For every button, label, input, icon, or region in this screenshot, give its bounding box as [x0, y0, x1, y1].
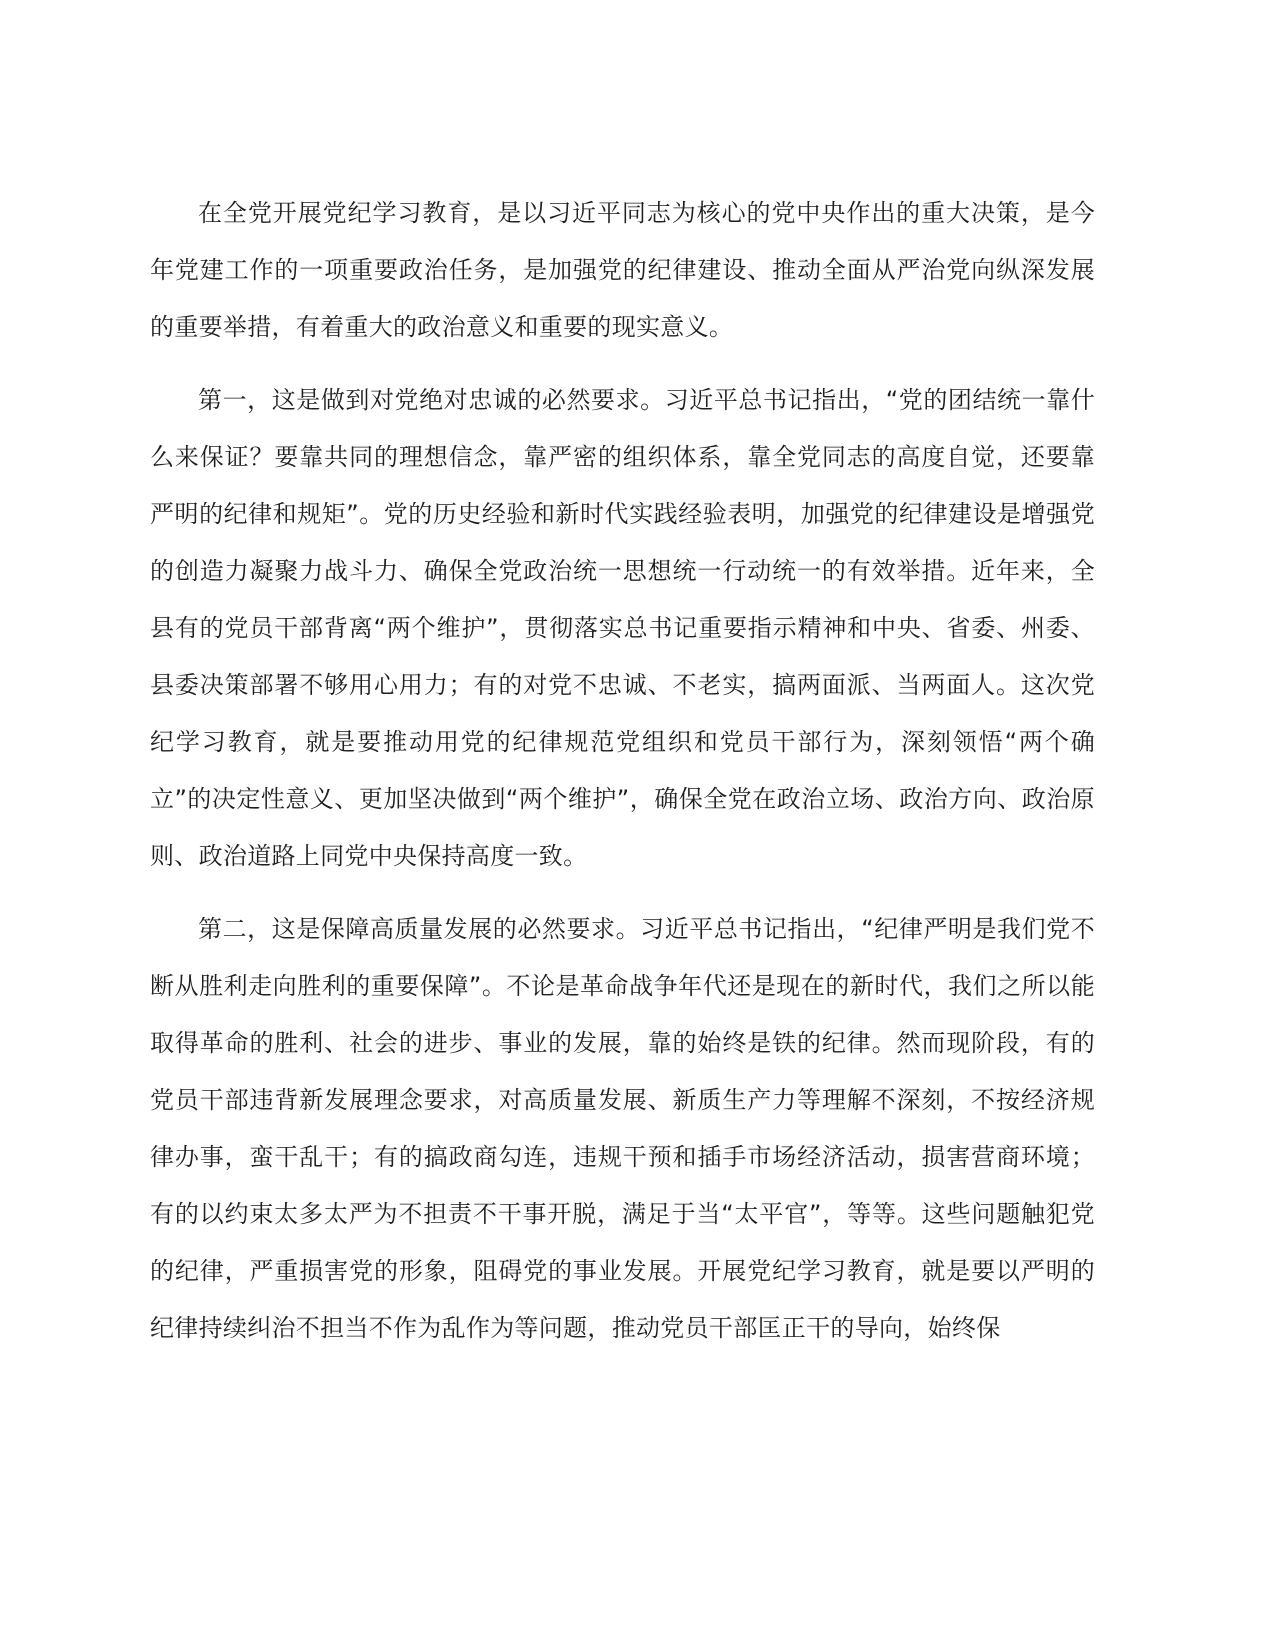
document-body	[150, 185, 1095, 1357]
paragraph-second-point: 第二，这是保障高质量发展的必然要求。习近平总书记指出，“纪律严明是我们党不断从胜利走向胜利的重要保障”。不论是革命战争年代还是现在的新时代，我们之所以能取得革命的胜利、社会的进步、事业的发展，靠的始终是铁的纪律。然而现阶段，有的党员干部违背新发展理念要求，对高质量发展、新质生产力等理解不深刻，不按经济规律办事，蛮干乱干；有的搞政商勾连，违规干预和插手市场经济活动，损害营商环境；有的以约束太多太严为不担责不干事开脱，满足于当“太平官”，等等。这些问题触犯党的纪律，严重损害党的形象，阻碍党的事业发展。开展党纪学习教育，就是要以严明的纪律持续纠治不担当不作为乱作为等问题，推动党员干部匡正干的导向，始终保	[150, 915, 1095, 1342]
paragraph-first-point: 第一，这是做到对党绝对忠诚的必然要求。习近平总书记指出，“党的团结统一靠什么来保证？要靠共同的理想信念，靠严密的组织体系，靠全党同志的高度自觉，还要靠严明的纪律和规矩”。党的历史经验和新时代实践经验表明，加强党的纪律建设是增强党的创造力凝聚力战斗力、确保全党政治统一思想统一行动统一的有效举措。近年来，全县有的党员干部背离“两个维护”，贯彻落实总书记重要指示精神和中央、省委、州委、县委决策部署不够用心用力；有的对党不忠诚、不老实，搞两面派、当两面人。这次党纪学习教育，就是要推动用党的纪律规范党组织和党员干部行为，深刻领悟“两个确立”的决定性意义、更加坚决做到“两个维护”，确保全党在政治立场、政治方向、政治原则、政治道路上同党中央保持高度一致。	[150, 386, 1095, 870]
paragraph-intro: 在全党开展党纪学习教育，是以习近平同志为核心的党中央作出的重大决策，是今年党建工作的一项重要政治任务，是加强党的纪律建设、推动全面从严治党向纵深发展的重要举措，有着重大的政治意义和重要的现实意义。	[150, 199, 1095, 341]
